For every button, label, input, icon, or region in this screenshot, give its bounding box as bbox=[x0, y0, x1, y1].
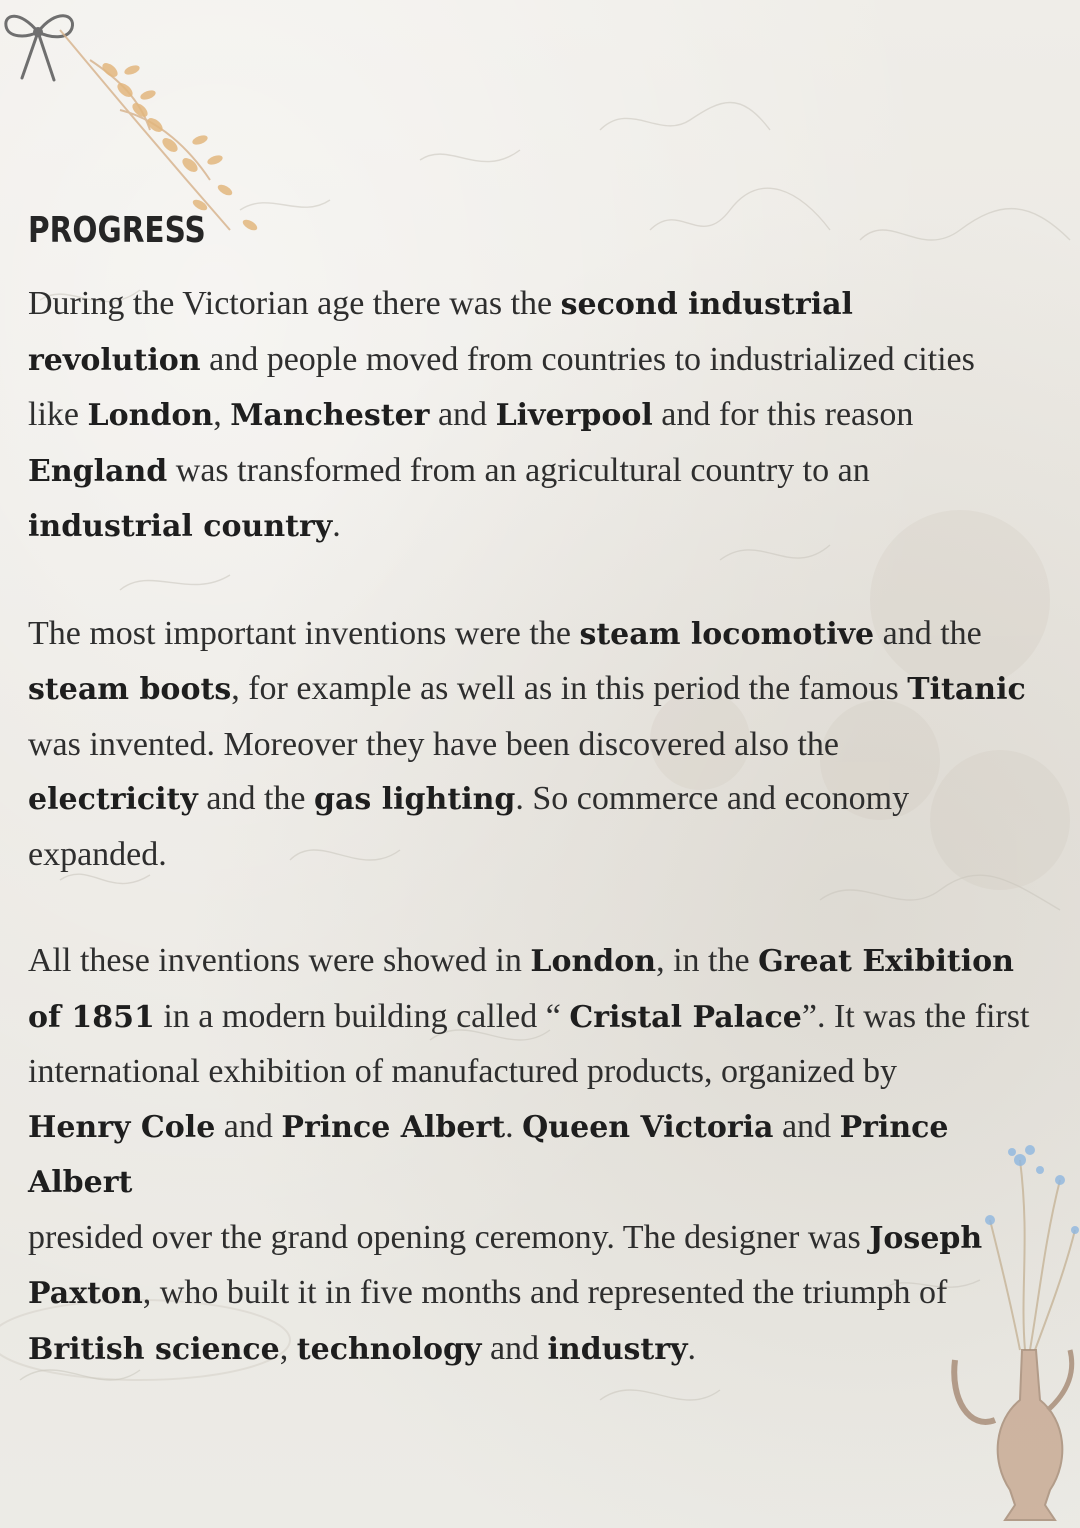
bold-term: of 1851 bbox=[28, 999, 155, 1035]
paragraph-inventions bbox=[28, 607, 1058, 883]
text-segment: and for this reason bbox=[652, 396, 914, 433]
bold-term: industrial country bbox=[28, 509, 333, 544]
bold-term: Paxton bbox=[28, 1276, 143, 1311]
bold-term: revolution bbox=[28, 342, 201, 378]
text-segment: was invented. Moreover they have been discovered also the bbox=[28, 725, 839, 763]
paragraph-great-exhibition bbox=[28, 934, 1058, 1377]
text-segment: , in the bbox=[656, 942, 759, 979]
bold-term: London bbox=[87, 398, 214, 433]
text-segment: and the bbox=[874, 614, 982, 652]
text-segment: , for example as well as in this period the famous bbox=[231, 670, 908, 707]
text-segment: international exhibition of manufactured products, organized by bbox=[28, 1053, 897, 1090]
text-segment: During the Victorian age there was the bbox=[28, 285, 561, 322]
bold-term: England bbox=[28, 453, 168, 489]
bold-term: Great Exibition bbox=[758, 944, 1014, 979]
bold-term: steam boots bbox=[28, 672, 232, 707]
text-segment: and people moved from countries to industrialized cities bbox=[200, 340, 975, 378]
bold-term: Queen Victoria bbox=[522, 1109, 774, 1145]
text-segment: . bbox=[505, 1107, 523, 1145]
text-segment: in a modern building called “ bbox=[154, 997, 570, 1035]
text-segment: . bbox=[332, 507, 341, 544]
bold-term: Manchester bbox=[230, 398, 430, 433]
text-segment: expanded. bbox=[28, 835, 167, 873]
document-content bbox=[28, 205, 1058, 1377]
paragraph-industrial-revolution bbox=[28, 277, 1058, 555]
bold-term: British science bbox=[28, 1331, 280, 1367]
bold-term: Joseph bbox=[869, 1220, 983, 1256]
text-segment: and bbox=[429, 396, 496, 433]
text-segment: ”. It was the first bbox=[801, 997, 1030, 1035]
bold-term: second industrial bbox=[560, 287, 853, 322]
text-segment: , bbox=[213, 396, 231, 433]
text-segment: and bbox=[773, 1107, 840, 1145]
text-segment: was transformed from an agricultural country to an bbox=[167, 451, 870, 489]
text-segment: . So commerce and economy bbox=[515, 780, 910, 817]
bold-term: Titanic bbox=[907, 672, 1026, 707]
bold-term: Henry Cole bbox=[28, 1109, 216, 1145]
bold-term: gas lighting bbox=[314, 782, 516, 817]
bold-term: technology bbox=[296, 1331, 482, 1367]
bold-term: London bbox=[530, 944, 657, 979]
text-segment: like bbox=[28, 396, 88, 433]
text-segment: , bbox=[279, 1329, 297, 1367]
bold-term: Cristal Palace bbox=[569, 999, 802, 1035]
page-title: PROGRESS bbox=[28, 210, 206, 251]
bold-term: industry bbox=[547, 1331, 688, 1367]
text-segment: and bbox=[481, 1329, 548, 1367]
text-segment: . bbox=[687, 1329, 697, 1367]
text-segment: The most important inventions were the bbox=[28, 614, 580, 652]
bold-term: Prince Albert bbox=[281, 1109, 506, 1145]
bold-term: steam locomotive bbox=[579, 616, 875, 652]
text-segment: presided over the grand opening ceremony. The designer was bbox=[28, 1218, 870, 1256]
bold-term: electricity bbox=[28, 782, 198, 817]
bold-term: Prince Albert bbox=[28, 1109, 949, 1200]
text-segment: All these inventions were showed in bbox=[28, 942, 531, 979]
text-segment: and the bbox=[197, 780, 314, 817]
bold-term: Liverpool bbox=[495, 398, 653, 433]
text-segment: and bbox=[215, 1107, 282, 1145]
text-segment: , who built it in five months and represented the triumph of bbox=[142, 1274, 948, 1311]
